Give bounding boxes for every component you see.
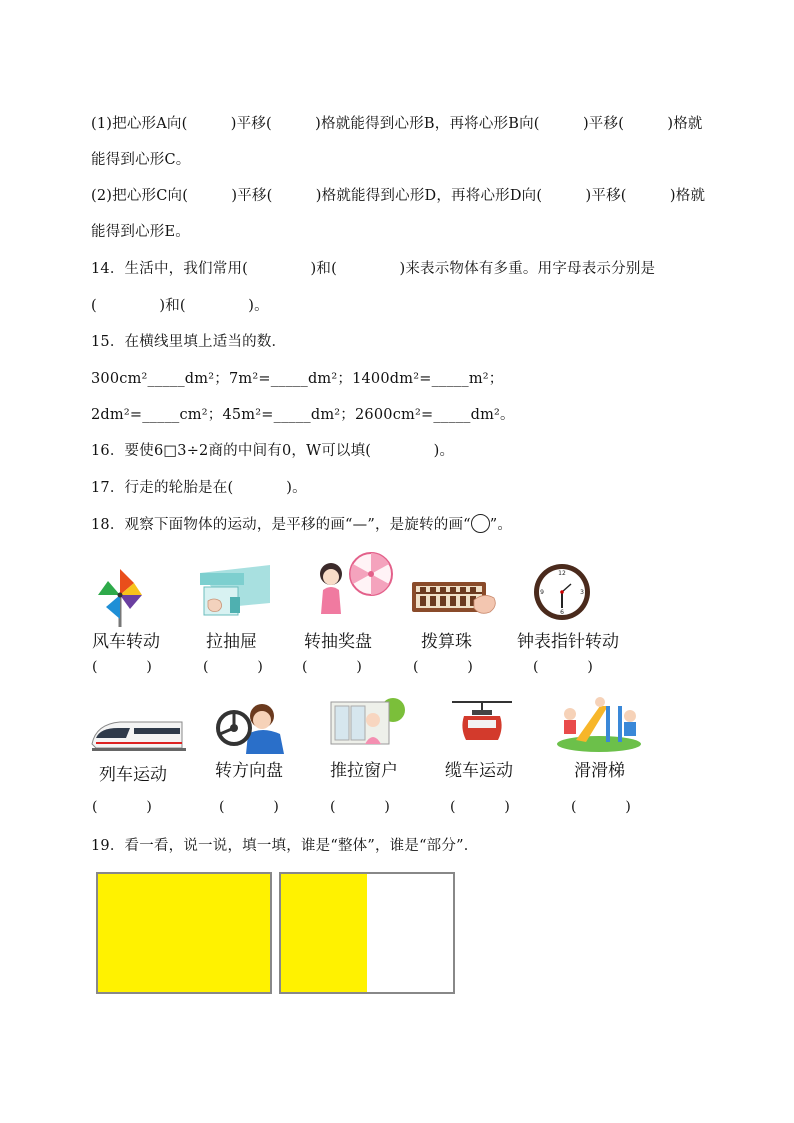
steering-wheel-icon — [212, 700, 288, 754]
answer-blank-train[interactable]: ( ) — [92, 799, 152, 815]
q18-prefix: 18．观察下面物体的运动，是平移的画“—”，是旋转的画“ — [91, 517, 471, 533]
drawer-icon — [198, 563, 272, 625]
q14-line1: 14．生活中，我们常用( )和( )来表示物体有多重。用字母表示分别是 — [91, 261, 656, 277]
label-steering-wheel: 转方向盘 — [215, 761, 283, 781]
pinwheel-icon — [94, 563, 146, 629]
answer-blank-drawer[interactable]: ( ) — [203, 659, 263, 675]
svg-text:6: 6 — [560, 609, 564, 616]
q17-text: 17．行走的轮胎是在( )。 — [91, 480, 307, 496]
label-pinwheel: 风车转动 — [92, 632, 160, 652]
label-abacus: 拨算珠 — [421, 632, 472, 652]
q13-part1-line1: (1)把心形A向( )平移( )格就能得到心形B，再将心形B向( )平移( )格就 — [91, 116, 703, 132]
answer-blank-clock[interactable]: ( ) — [533, 659, 593, 675]
part-rectangle-fill — [281, 874, 367, 992]
svg-text:12: 12 — [558, 570, 566, 577]
train-icon — [90, 714, 186, 754]
abacus-icon — [410, 578, 498, 620]
circle-symbol-icon — [471, 514, 490, 533]
answer-blank-prize-wheel[interactable]: ( ) — [302, 659, 362, 675]
q15-line3: 2dm²=_____cm²；45m²=_____dm²；2600cm²=_____dm²。 — [91, 407, 515, 423]
label-window: 推拉窗户 — [330, 761, 398, 781]
answer-blank-abacus[interactable]: ( ) — [413, 659, 473, 675]
q15-line1: 15．在横线里填上适当的数． — [91, 334, 287, 350]
window-icon — [329, 698, 407, 746]
clock-icon — [532, 562, 592, 622]
label-prize-wheel: 转抽奖盘 — [304, 632, 372, 652]
q15-line2: 300cm²_____dm²；7m²=_____dm²；1400dm²=_____m²； — [91, 371, 504, 387]
answer-blank-slide[interactable]: ( ) — [571, 799, 631, 815]
svg-text:9: 9 — [540, 589, 544, 596]
q19-text: 19．看一看，说一说，填一填，谁是“整体”，谁是“部分”． — [91, 838, 479, 854]
part-rectangle — [279, 872, 455, 994]
prize-wheel-icon — [313, 550, 395, 616]
q13-part2-line2: 能得到心形E。 — [91, 224, 190, 240]
q13-part1-line2: 能得到心形C。 — [91, 152, 191, 168]
q18-suffix: ”。 — [489, 517, 513, 533]
label-drawer: 拉抽屉 — [206, 632, 257, 652]
whole-rectangle-fill — [98, 874, 270, 992]
cable-car-icon — [452, 698, 512, 750]
answer-blank-cable-car[interactable]: ( ) — [450, 799, 510, 815]
label-clock: 钟表指针转动 — [517, 632, 619, 652]
whole-rectangle — [96, 872, 272, 994]
q13-part2-line1: (2)把心形C向( )平移( )格就能得到心形D，再将心形D向( )平移( )格就 — [91, 188, 706, 204]
answer-blank-steering-wheel[interactable]: ( ) — [219, 799, 279, 815]
q18-text — [91, 513, 512, 534]
answer-blank-window[interactable]: ( ) — [330, 799, 390, 815]
label-cable-car: 缆车运动 — [445, 761, 513, 781]
label-train: 列车运动 — [99, 765, 167, 785]
svg-text:3: 3 — [580, 589, 584, 596]
slide-icon — [556, 692, 642, 752]
q16-text: 16．要使6□3÷2商的中间有0，W可以填( )。 — [91, 443, 455, 459]
answer-blank-pinwheel[interactable]: ( ) — [92, 659, 152, 675]
q14-line2: ( )和( )。 — [91, 298, 269, 314]
label-slide: 滑滑梯 — [574, 761, 625, 781]
